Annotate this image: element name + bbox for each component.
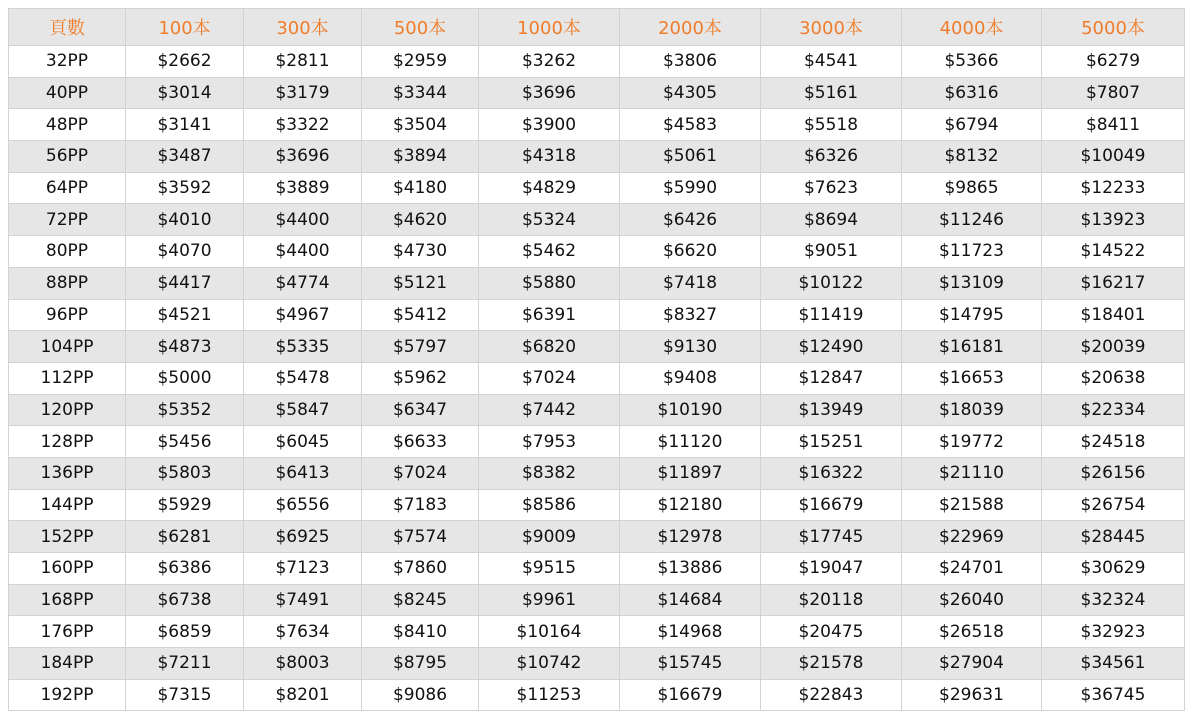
price-cell: $9051 — [761, 236, 902, 268]
column-header-quantity: 300本 — [244, 9, 362, 46]
price-cell: $26156 — [1042, 457, 1185, 489]
price-cell: $10122 — [761, 267, 902, 299]
price-cell: $8410 — [362, 616, 479, 648]
price-cell: $5880 — [479, 267, 620, 299]
price-cell: $6426 — [620, 204, 761, 236]
price-cell: $5412 — [362, 299, 479, 331]
price-cell: $7807 — [1042, 77, 1185, 109]
price-cell: $3806 — [620, 46, 761, 78]
price-cell: $4521 — [126, 299, 244, 331]
price-cell: $5518 — [761, 109, 902, 141]
page-count-cell: 96PP — [9, 299, 126, 331]
price-cell: $3504 — [362, 109, 479, 141]
price-cell: $3179 — [244, 77, 362, 109]
price-cell: $34561 — [1042, 648, 1185, 680]
price-cell: $4010 — [126, 204, 244, 236]
price-cell: $12978 — [620, 521, 761, 553]
price-cell: $3696 — [244, 141, 362, 173]
price-cell: $6326 — [761, 141, 902, 173]
page-count-cell: 184PP — [9, 648, 126, 680]
column-header-quantity: 500本 — [362, 9, 479, 46]
price-cell: $7860 — [362, 553, 479, 585]
price-cell: $4873 — [126, 331, 244, 363]
table-row — [9, 553, 1185, 585]
price-cell: $3262 — [479, 46, 620, 78]
price-cell: $2662 — [126, 46, 244, 78]
price-cell: $7418 — [620, 267, 761, 299]
price-cell: $3900 — [479, 109, 620, 141]
price-cell: $16181 — [902, 331, 1042, 363]
table-row — [9, 46, 1185, 78]
table-row — [9, 267, 1185, 299]
price-cell: $6413 — [244, 457, 362, 489]
price-cell: $7024 — [479, 362, 620, 394]
price-cell: $5324 — [479, 204, 620, 236]
price-cell: $9408 — [620, 362, 761, 394]
price-cell: $20638 — [1042, 362, 1185, 394]
price-cell: $14522 — [1042, 236, 1185, 268]
page-count-cell: 112PP — [9, 362, 126, 394]
price-cell: $6925 — [244, 521, 362, 553]
price-cell: $8694 — [761, 204, 902, 236]
price-cell: $8411 — [1042, 109, 1185, 141]
price-cell: $14684 — [620, 584, 761, 616]
price-cell: $4774 — [244, 267, 362, 299]
page-count-cell: 168PP — [9, 584, 126, 616]
price-cell: $7574 — [362, 521, 479, 553]
price-cell: $11246 — [902, 204, 1042, 236]
header-row — [9, 9, 1185, 46]
price-cell: $6738 — [126, 584, 244, 616]
price-cell: $9130 — [620, 331, 761, 363]
price-cell: $12233 — [1042, 172, 1185, 204]
price-cell: $3696 — [479, 77, 620, 109]
price-cell: $5000 — [126, 362, 244, 394]
price-cell: $8201 — [244, 679, 362, 711]
price-cell: $2959 — [362, 46, 479, 78]
price-cell: $7491 — [244, 584, 362, 616]
page-count-cell: 176PP — [9, 616, 126, 648]
price-cell: $4541 — [761, 46, 902, 78]
price-cell: $15251 — [761, 426, 902, 458]
price-cell: $4730 — [362, 236, 479, 268]
price-cell: $16679 — [620, 679, 761, 711]
price-cell: $5335 — [244, 331, 362, 363]
page-count-cell: 136PP — [9, 457, 126, 489]
price-cell: $19047 — [761, 553, 902, 585]
price-cell: $15745 — [620, 648, 761, 680]
price-cell: $10190 — [620, 394, 761, 426]
page-count-cell: 64PP — [9, 172, 126, 204]
price-cell: $4318 — [479, 141, 620, 173]
price-cell: $9961 — [479, 584, 620, 616]
table-body — [9, 46, 1185, 711]
price-cell: $6279 — [1042, 46, 1185, 78]
table-row — [9, 77, 1185, 109]
price-cell: $6633 — [362, 426, 479, 458]
price-cell: $4829 — [479, 172, 620, 204]
column-header-quantity: 5000本 — [1042, 9, 1185, 46]
price-cell: $9086 — [362, 679, 479, 711]
price-cell: $16653 — [902, 362, 1042, 394]
page-count-cell: 72PP — [9, 204, 126, 236]
price-cell: $29631 — [902, 679, 1042, 711]
price-cell: $13886 — [620, 553, 761, 585]
price-cell: $5803 — [126, 457, 244, 489]
price-cell: $21588 — [902, 489, 1042, 521]
table-row — [9, 299, 1185, 331]
page-count-cell: 88PP — [9, 267, 126, 299]
price-cell: $7953 — [479, 426, 620, 458]
table-row — [9, 616, 1185, 648]
column-header-quantity: 4000本 — [902, 9, 1042, 46]
table-row — [9, 426, 1185, 458]
page-count-cell: 48PP — [9, 109, 126, 141]
price-cell: $3889 — [244, 172, 362, 204]
price-cell: $6386 — [126, 553, 244, 585]
price-cell: $20475 — [761, 616, 902, 648]
column-header-quantity: 100本 — [126, 9, 244, 46]
price-cell: $6620 — [620, 236, 761, 268]
page-count-cell: 80PP — [9, 236, 126, 268]
table-row — [9, 331, 1185, 363]
price-cell: $26754 — [1042, 489, 1185, 521]
price-cell: $7123 — [244, 553, 362, 585]
price-cell: $17745 — [761, 521, 902, 553]
price-cell: $12847 — [761, 362, 902, 394]
price-cell: $16679 — [761, 489, 902, 521]
price-cell: $8586 — [479, 489, 620, 521]
price-cell: $18401 — [1042, 299, 1185, 331]
price-cell: $22843 — [761, 679, 902, 711]
price-cell: $11419 — [761, 299, 902, 331]
table-row — [9, 172, 1185, 204]
price-cell: $5478 — [244, 362, 362, 394]
table-header — [9, 9, 1185, 46]
column-header-pages: 頁數 — [9, 9, 126, 46]
price-cell: $5797 — [362, 331, 479, 363]
price-cell: $21110 — [902, 457, 1042, 489]
price-cell: $10049 — [1042, 141, 1185, 173]
price-cell: $7623 — [761, 172, 902, 204]
price-cell: $2811 — [244, 46, 362, 78]
price-cell: $4620 — [362, 204, 479, 236]
price-cell: $4400 — [244, 236, 362, 268]
price-cell: $4967 — [244, 299, 362, 331]
table-row — [9, 521, 1185, 553]
price-cell: $8327 — [620, 299, 761, 331]
page-count-cell: 152PP — [9, 521, 126, 553]
price-cell: $3592 — [126, 172, 244, 204]
price-cell: $5990 — [620, 172, 761, 204]
price-cell: $7024 — [362, 457, 479, 489]
page-count-cell: 120PP — [9, 394, 126, 426]
price-cell: $13109 — [902, 267, 1042, 299]
price-cell: $4180 — [362, 172, 479, 204]
price-cell: $3322 — [244, 109, 362, 141]
price-cell: $16322 — [761, 457, 902, 489]
column-header-quantity: 2000本 — [620, 9, 761, 46]
price-cell: $36745 — [1042, 679, 1185, 711]
column-header-quantity: 3000本 — [761, 9, 902, 46]
price-cell: $4305 — [620, 77, 761, 109]
price-cell: $13923 — [1042, 204, 1185, 236]
price-cell: $10164 — [479, 616, 620, 648]
price-cell: $30629 — [1042, 553, 1185, 585]
price-cell: $5061 — [620, 141, 761, 173]
price-cell: $3894 — [362, 141, 479, 173]
price-cell: $11120 — [620, 426, 761, 458]
table-row — [9, 362, 1185, 394]
price-cell: $5366 — [902, 46, 1042, 78]
page-count-cell: 104PP — [9, 331, 126, 363]
price-cell: $4417 — [126, 267, 244, 299]
price-cell: $5847 — [244, 394, 362, 426]
price-cell: $3141 — [126, 109, 244, 141]
table-row — [9, 109, 1185, 141]
price-cell: $5462 — [479, 236, 620, 268]
price-cell: $27904 — [902, 648, 1042, 680]
price-cell: $5121 — [362, 267, 479, 299]
price-cell: $16217 — [1042, 267, 1185, 299]
price-cell: $3014 — [126, 77, 244, 109]
price-cell: $6859 — [126, 616, 244, 648]
price-cell: $9515 — [479, 553, 620, 585]
price-cell: $7442 — [479, 394, 620, 426]
price-cell: $4583 — [620, 109, 761, 141]
price-cell: $5161 — [761, 77, 902, 109]
price-cell: $20039 — [1042, 331, 1185, 363]
price-cell: $8003 — [244, 648, 362, 680]
price-cell: $6045 — [244, 426, 362, 458]
table-row — [9, 457, 1185, 489]
price-cell: $12490 — [761, 331, 902, 363]
price-cell: $5929 — [126, 489, 244, 521]
table-row — [9, 648, 1185, 680]
page-count-cell: 32PP — [9, 46, 126, 78]
price-cell: $22334 — [1042, 394, 1185, 426]
table-row — [9, 204, 1185, 236]
price-cell: $24518 — [1042, 426, 1185, 458]
page-count-cell: 128PP — [9, 426, 126, 458]
price-cell: $3487 — [126, 141, 244, 173]
price-cell: $26040 — [902, 584, 1042, 616]
column-header-quantity: 1000本 — [479, 9, 620, 46]
price-cell: $6347 — [362, 394, 479, 426]
price-cell: $21578 — [761, 648, 902, 680]
price-cell: $6281 — [126, 521, 244, 553]
price-cell: $4400 — [244, 204, 362, 236]
page-count-cell: 56PP — [9, 141, 126, 173]
page-count-cell: 40PP — [9, 77, 126, 109]
price-cell: $8245 — [362, 584, 479, 616]
price-cell: $12180 — [620, 489, 761, 521]
price-cell: $20118 — [761, 584, 902, 616]
table-row — [9, 679, 1185, 711]
price-cell: $32923 — [1042, 616, 1185, 648]
price-cell: $14968 — [620, 616, 761, 648]
price-cell: $6794 — [902, 109, 1042, 141]
price-cell: $9009 — [479, 521, 620, 553]
price-cell: $24701 — [902, 553, 1042, 585]
price-cell: $7183 — [362, 489, 479, 521]
price-cell: $3344 — [362, 77, 479, 109]
price-cell: $5962 — [362, 362, 479, 394]
price-cell: $18039 — [902, 394, 1042, 426]
price-cell: $8382 — [479, 457, 620, 489]
table-row — [9, 141, 1185, 173]
table-row — [9, 236, 1185, 268]
table-row — [9, 394, 1185, 426]
price-cell: $7211 — [126, 648, 244, 680]
table-row — [9, 584, 1185, 616]
price-cell: $6556 — [244, 489, 362, 521]
price-cell: $5456 — [126, 426, 244, 458]
page-count-cell: 192PP — [9, 679, 126, 711]
price-cell: $8795 — [362, 648, 479, 680]
price-cell: $14795 — [902, 299, 1042, 331]
price-cell: $11723 — [902, 236, 1042, 268]
price-cell: $7634 — [244, 616, 362, 648]
price-cell: $5352 — [126, 394, 244, 426]
table-row — [9, 489, 1185, 521]
price-cell: $8132 — [902, 141, 1042, 173]
price-cell: $28445 — [1042, 521, 1185, 553]
page-count-cell: 144PP — [9, 489, 126, 521]
price-cell: $9865 — [902, 172, 1042, 204]
price-cell: $26518 — [902, 616, 1042, 648]
price-cell: $6391 — [479, 299, 620, 331]
price-cell: $7315 — [126, 679, 244, 711]
price-cell: $11897 — [620, 457, 761, 489]
price-cell: $19772 — [902, 426, 1042, 458]
price-cell: $6316 — [902, 77, 1042, 109]
price-table — [8, 8, 1185, 711]
price-cell: $6820 — [479, 331, 620, 363]
price-cell: $13949 — [761, 394, 902, 426]
page-count-cell: 160PP — [9, 553, 126, 585]
price-cell: $4070 — [126, 236, 244, 268]
price-cell: $10742 — [479, 648, 620, 680]
price-cell: $22969 — [902, 521, 1042, 553]
price-cell: $32324 — [1042, 584, 1185, 616]
price-cell: $11253 — [479, 679, 620, 711]
